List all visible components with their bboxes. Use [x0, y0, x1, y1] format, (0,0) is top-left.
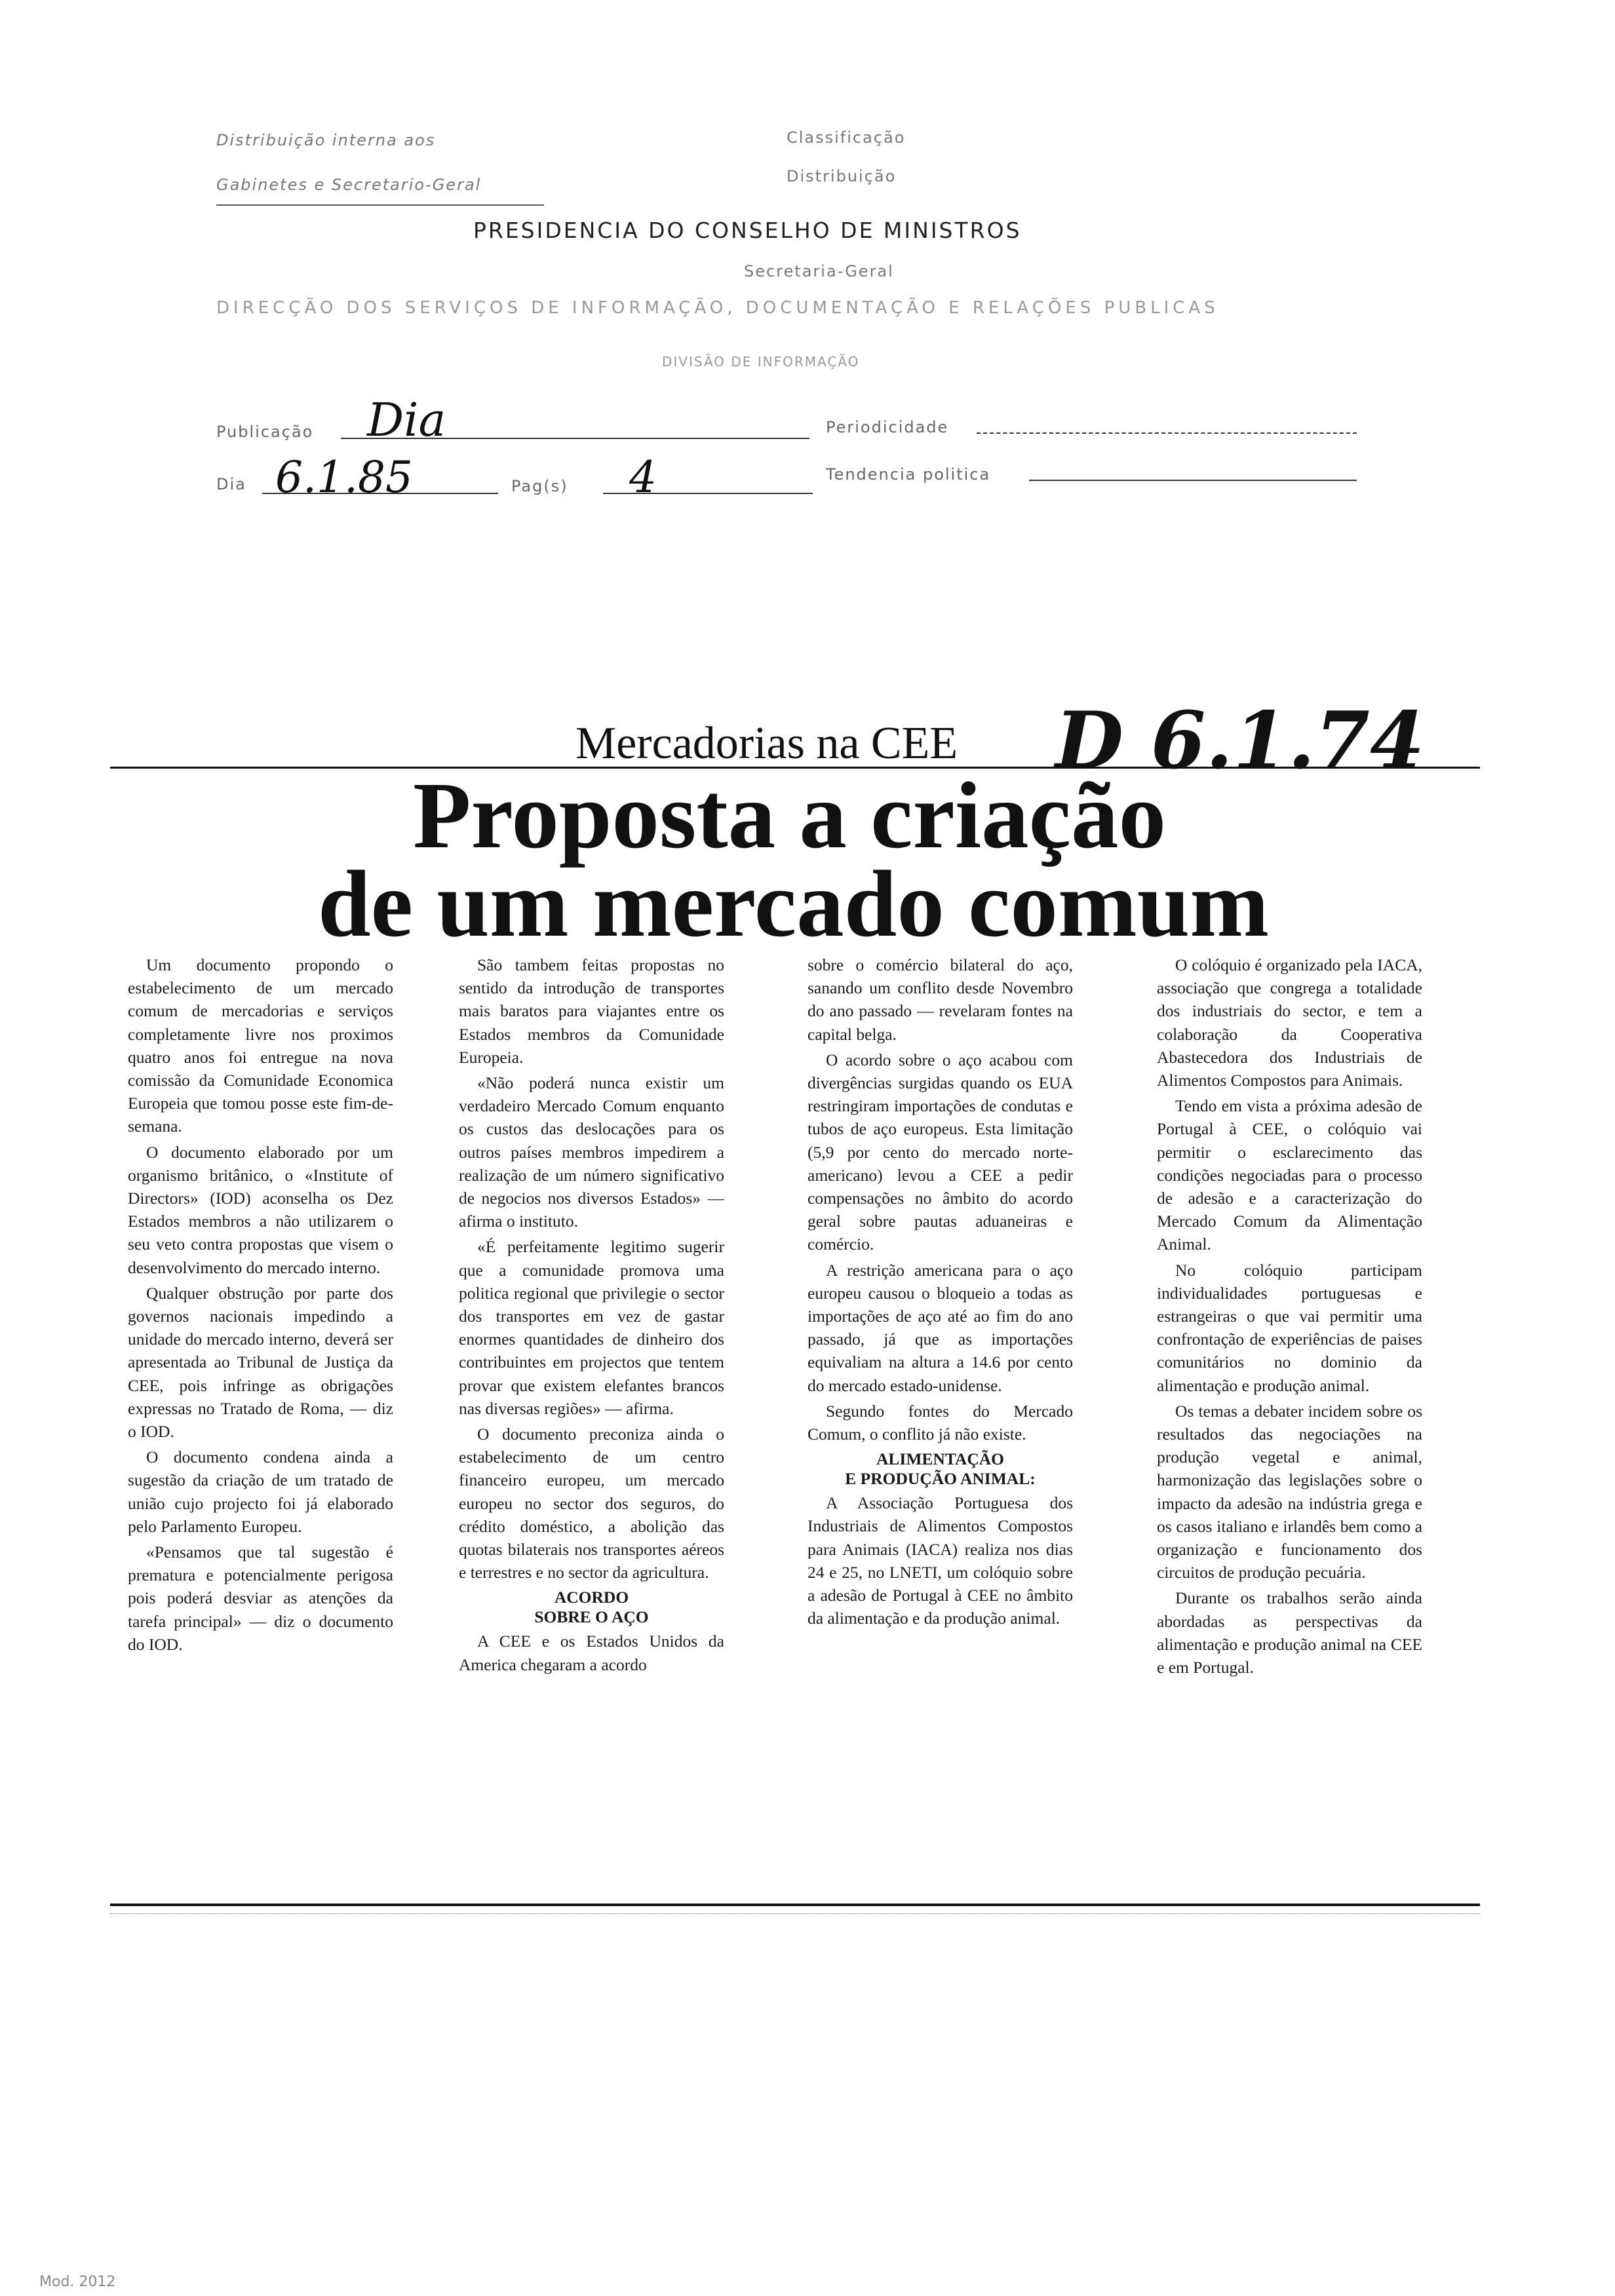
article-headline-line-2: de um mercado comum [318, 852, 1270, 957]
day-rule [262, 493, 498, 494]
day-label: Dia [216, 475, 246, 493]
article-headline-line-1: Proposta a criação [413, 763, 1167, 868]
paragraph: O acordo sobre o aço acabou com divergências surgidas quando os EUA restringiram importações de condutas e tubos de aço europeus. Esta limitação (5,9 por cento do mercado norte-americano) levou a CEE a pedir compensações no âmbito do acordo geral sobre pautas aduaneiras e comércio. [808, 1050, 1073, 1254]
paragraph: «É perfeitamente legitimo sugerir que a comunidade promova uma politica regional que privilegie o sector dos transportes em vez de gastar enormes quantidades de dinheiro dos contribuintes em projectos que tentem provar que existem elefantes brancos nas diversas regiões» — afirma. [459, 1237, 724, 1418]
paragraph: Tendo em vista a próxima adesão de Portugal à CEE, o colóquio vai permitir o esclarecimento das condições negociadas para o processo de adesão e a caracterização do Mercado Comum da Alimentação Animal. [1157, 1096, 1422, 1254]
paragraph: A restrição americana para o aço europeu causou o bloqueio a todas as importações de aço até ao fim do ano passado, já que as importações equivaliam na altura a 14.6 por cento do mercado estado-unidense. [808, 1260, 1073, 1395]
distribution-cabinets-label: Gabinetes e Secretario-Geral [216, 176, 482, 194]
publication-value: Dia [367, 393, 446, 447]
section-heading-steel [459, 1588, 724, 1627]
division-label: DIVISÃO DE INFORMAÇÃO [662, 354, 860, 370]
paragraph: Durante os trabalhos serão ainda abordadas as perspectivas da alimentação e produção animal na CEE e em Portugal. [1157, 1588, 1422, 1677]
distribution-internal-label: Distribuição interna aos [216, 131, 436, 149]
day-value: 6.1.85 [275, 452, 413, 503]
section-heading-line: ALIMENTAÇÃO [876, 1449, 1005, 1469]
pages-rule [603, 493, 813, 494]
distribution-rule [216, 204, 544, 206]
paragraph: Qualquer obstrução por parte dos governos nacionais impedindo a unidade do mercado interno, deverá ser apresentada ao Tribunal de Justiça da CEE, pois infringe as obrigações expressas no Tratado de Roma, — diz o IOD. [128, 1283, 393, 1442]
paragraph: Um documento propondo o estabelecimento de um mercado comum de mercadorias e serviços completamente livre nos proximos quatro anos foi entregue na nova comissão da Comunidade Economica Europeia que tomou posse este fim-de-semana. [128, 955, 393, 1136]
classification-label: Classificação [787, 128, 906, 147]
article-column-3 [808, 953, 1073, 1630]
paragraph: A CEE e os Estados Unidos da America chegaram a acordo [459, 1632, 724, 1674]
periodicity-rule [977, 432, 1357, 434]
pages-label: Pag(s) [511, 477, 568, 495]
periodicity-label: Periodicidade [826, 418, 949, 436]
section-heading-food [808, 1449, 1073, 1489]
article-column-4 [1157, 953, 1422, 1679]
directorate-label: DIRECÇÃO DOS SERVIÇOS DE INFORMAÇÃO, DOCUMENTAÇÃO E RELAÇÕES PUBLICAS [216, 298, 1219, 318]
paragraph: A Associação Portuguesa dos Industriais de Alimentos Compostos para Animais (IACA) realiza nos dias 24 e 25, no LNETI, um colóquio sobre a adesão de Portugal à CEE no âmbito da alimentação e da produção animal. [808, 1493, 1073, 1628]
form-code: Mod. 2012 [39, 2274, 116, 2290]
publication-rule [341, 438, 809, 439]
paragraph: O documento preconiza ainda o estabelecimento de um centro financeiro europeu, um mercado europeu no sector dos seguros, do crédito doméstico, a abolição das quotas bilaterais nos transportes aéreos e terrestres e no sector da agricultura. [459, 1425, 724, 1582]
paragraph: São tambem feitas propostas no sentido da introdução de transportes mais baratos para viajantes entre os Estados membros da Comunidade Europeia. [459, 955, 724, 1067]
section-heading-line: ACORDO [554, 1588, 629, 1607]
bottom-rule-thin [110, 1913, 1480, 1914]
paragraph: Segundo fontes do Mercado Comum, o conflito já não existe. [808, 1401, 1073, 1444]
section-heading-line: SOBRE O AÇO [534, 1607, 649, 1627]
paragraph: No colóquio participam individualidades portuguesas e estrangeiras o que vai permitir uma confrontação de experiências de paises comunitários no dominio da alimentação e produção animal. [1157, 1260, 1422, 1395]
paragraph: Os temas a debater incidem sobre os resultados das negociações na produção vegetal e animal, harmonização das legislações sobre o impacto da adesão na indústria grega e os casos italiano e irlandês bem como a organização e funcionamento dos circuitos de produção pecuária. [1157, 1401, 1422, 1582]
tendency-label: Tendencia politica [826, 465, 991, 484]
paragraph: O documento condena ainda a sugestão da criação de um tratado de união cujo projecto foi já elaborado pelo Parlamento Europeu. [128, 1447, 393, 1536]
bottom-rule [110, 1904, 1480, 1906]
tendency-rule [1029, 480, 1357, 481]
archive-stamp: D 6.1.74 [1055, 695, 1425, 787]
page-title: PRESIDENCIA DO CONSELHO DE MINISTROS [473, 218, 1022, 243]
article-column-2 [459, 953, 724, 1676]
section-heading-line: E PRODUÇÃO ANIMAL: [845, 1469, 1036, 1489]
publication-label: Publicação [216, 423, 314, 441]
paragraph: O documento elaborado por um organismo britânico, o «Institute of Directors» (IOD) aconselha os Dez Estados membros a não utilizarem o seu veto contra propostas que visem o desenvolvimento do mercado interno. [128, 1142, 393, 1277]
paragraph: O colóquio é organizado pela IACA, associação que congrega a totalidade dos industriais do sector, e tem a colaboração da Cooperativa Abastecedora dos Industriais de Alimentos Compostos para Animais. [1157, 955, 1422, 1090]
distribution-label: Distribuição [787, 167, 897, 185]
article-column-1 [128, 953, 393, 1656]
paragraph: «Não poderá nunca existir um verdadeiro Mercado Comum enquanto os custos das deslocações para os outros países membros impedirem a realização de um número significativo de negocios nos diversos Estados» — afirma o instituto. [459, 1073, 724, 1231]
paragraph: «Pensamos que tal sugestão é prematura e potencialmente perigosa pois poderá desviar as atenções da tarefa principal» — diz o documento do IOD. [128, 1542, 393, 1654]
article-kicker: Mercadorias na CEE [575, 718, 958, 769]
secretariat-label: Secretaria-Geral [744, 262, 894, 280]
pages-value: 4 [629, 452, 657, 503]
paragraph: sobre o comércio bilateral do aço, sanando um conflito desde Novembro do ano passado — revelaram fontes na capital belga. [808, 955, 1073, 1044]
